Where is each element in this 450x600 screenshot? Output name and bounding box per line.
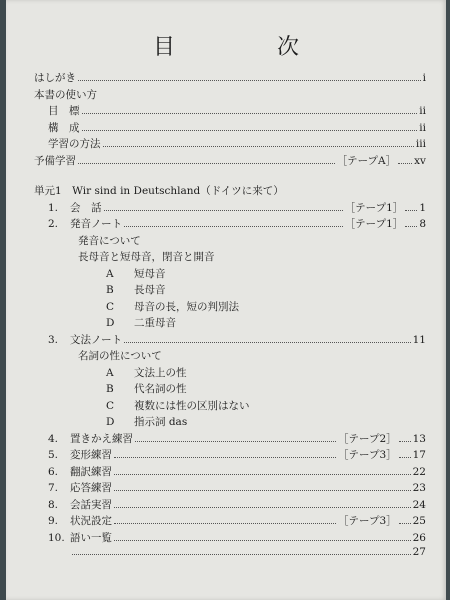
toc-entry-text: 変形練習 <box>70 449 112 461</box>
toc-number: 4. <box>48 432 59 445</box>
toc-number: 3. <box>48 333 59 346</box>
toc-entry-text: 文法ノート <box>70 333 123 346</box>
sub-item: D 二重母音 <box>106 317 176 329</box>
exercise-list <box>34 431 426 547</box>
toc-entry-text: 置きかえ練習 <box>70 432 133 445</box>
toc-entry-text: 発音ノート <box>70 218 123 230</box>
toc-entry-text: 構 成 <box>48 121 80 134</box>
leader-dots <box>114 474 411 475</box>
leader-dots <box>114 507 411 508</box>
toc-entry-text: 本書の使い方 <box>34 88 97 101</box>
leader-dots <box>124 226 342 227</box>
leader-dots <box>399 523 411 524</box>
toc-number: 2. <box>48 218 59 230</box>
toc-page-number: xv <box>414 154 426 167</box>
toc-page-number: 25 <box>412 515 426 527</box>
tape-label: ［テープ1］ <box>344 218 404 230</box>
toc-page-number: ii <box>419 121 426 134</box>
tape-label: ［テープ3］ <box>337 515 397 527</box>
toc-page-number: iii <box>415 138 426 150</box>
toc-page-number: 11 <box>412 333 426 346</box>
leader-dots <box>82 130 418 131</box>
toc-entry-exercise[interactable] <box>34 447 426 464</box>
toc-entry-exercise[interactable] <box>34 530 426 547</box>
toc-page-number: 13 <box>412 432 426 445</box>
toc-number: 5. <box>48 449 59 461</box>
unit-heading[interactable] <box>34 183 426 200</box>
leader-dots <box>114 540 411 541</box>
sub-item: A 短母音 <box>106 267 166 280</box>
sub-item: A 文法上の性 <box>106 366 187 379</box>
toc-number: 9. <box>48 515 59 527</box>
toc-entry-structure[interactable] <box>34 120 426 137</box>
toc-entry-conversation[interactable] <box>34 200 426 217</box>
table-of-contents <box>34 70 426 563</box>
sub-item: D 指示詞 das <box>106 416 188 428</box>
leader-dots <box>72 554 411 555</box>
toc-page-number: ii <box>419 105 426 117</box>
toc-page-number: 22 <box>412 465 426 478</box>
toc-entry-text: 予備学習 <box>34 154 76 167</box>
toc-entry-text: 会話実習 <box>70 498 112 511</box>
leader-dots <box>135 441 336 442</box>
toc-entry-exercise[interactable] <box>34 513 426 530</box>
leader-dots <box>114 457 336 458</box>
document-page <box>6 0 446 600</box>
tape-label: ［テープ1］ <box>344 201 404 214</box>
toc-page-number: 17 <box>412 449 426 461</box>
toc-number: 7. <box>48 482 59 494</box>
leader-dots <box>82 113 418 114</box>
sub-item: B 長母音 <box>106 284 166 296</box>
tape-label: ［テープ3］ <box>337 449 397 461</box>
leader-dots <box>405 210 417 211</box>
leader-dots <box>104 210 343 211</box>
toc-entry-last[interactable] <box>34 546 426 563</box>
sub-item: C 母音の長，短の判別法 <box>106 300 239 313</box>
toc-entry-method[interactable] <box>34 136 426 153</box>
toc-page-number: 27 <box>412 546 426 558</box>
toc-entry-text: 語い一覧 <box>70 531 112 544</box>
toc-entry-text: 状況設定 <box>70 515 112 527</box>
toc-entry-text: 単元1 Wir sind in Deutschland（ドイツに来て） <box>34 185 284 197</box>
tape-label: ［テープA］ <box>336 154 397 167</box>
subheading-pronunciation: 発音について <box>78 234 141 247</box>
toc-entry-text: 目 標 <box>48 105 80 117</box>
toc-page-number: 26 <box>412 531 426 544</box>
toc-page-number: 23 <box>412 482 426 494</box>
leader-dots <box>114 523 336 524</box>
toc-number: 10. <box>48 531 65 544</box>
toc-entry-exercise[interactable] <box>34 480 426 497</box>
leader-dots <box>405 226 417 227</box>
leader-dots <box>78 163 335 164</box>
toc-entry-text: 応答練習 <box>70 482 112 494</box>
sub-item: C 複数には性の区別はない <box>106 399 250 412</box>
toc-number: 1. <box>48 201 59 214</box>
page-title: 目 次 <box>152 35 339 60</box>
toc-page-number: 24 <box>412 498 426 511</box>
toc-page-number: i <box>422 72 426 84</box>
subheading-gender: 名詞の性について <box>78 350 162 362</box>
toc-number: 8. <box>48 498 59 511</box>
leader-dots <box>399 441 411 442</box>
toc-entry-text: 会 話 <box>70 201 102 214</box>
toc-number: 6. <box>48 465 59 478</box>
subheading-vowels: 長母音と短母音，閉音と開音 <box>78 251 215 263</box>
toc-entry-text: 翻訳練習 <box>70 465 112 478</box>
toc-entry-text: はしがき <box>34 72 76 84</box>
leader-dots <box>114 490 411 491</box>
sub-item: B 代名詞の性 <box>106 383 187 395</box>
leader-dots <box>398 163 412 164</box>
toc-page-number: 1 <box>419 201 426 214</box>
toc-entry-goal[interactable] <box>34 103 426 120</box>
leader-dots <box>78 80 421 81</box>
leader-dots <box>399 457 411 458</box>
toc-entry-exercise[interactable] <box>34 464 426 481</box>
toc-entry-pronunciation[interactable] <box>34 216 426 233</box>
leader-dots <box>124 342 410 343</box>
toc-entry-exercise[interactable] <box>34 431 426 448</box>
tape-label: ［テープ2］ <box>337 432 397 445</box>
toc-entry-usage[interactable] <box>34 87 426 104</box>
toc-entry-preface[interactable] <box>34 70 426 87</box>
toc-entry-exercise[interactable] <box>34 497 426 514</box>
toc-page-number: 8 <box>419 218 426 230</box>
leader-dots <box>103 146 414 147</box>
toc-entry-grammar[interactable] <box>34 332 426 349</box>
toc-entry-prep[interactable] <box>34 153 426 170</box>
toc-entry-text: 学習の方法 <box>48 138 101 150</box>
